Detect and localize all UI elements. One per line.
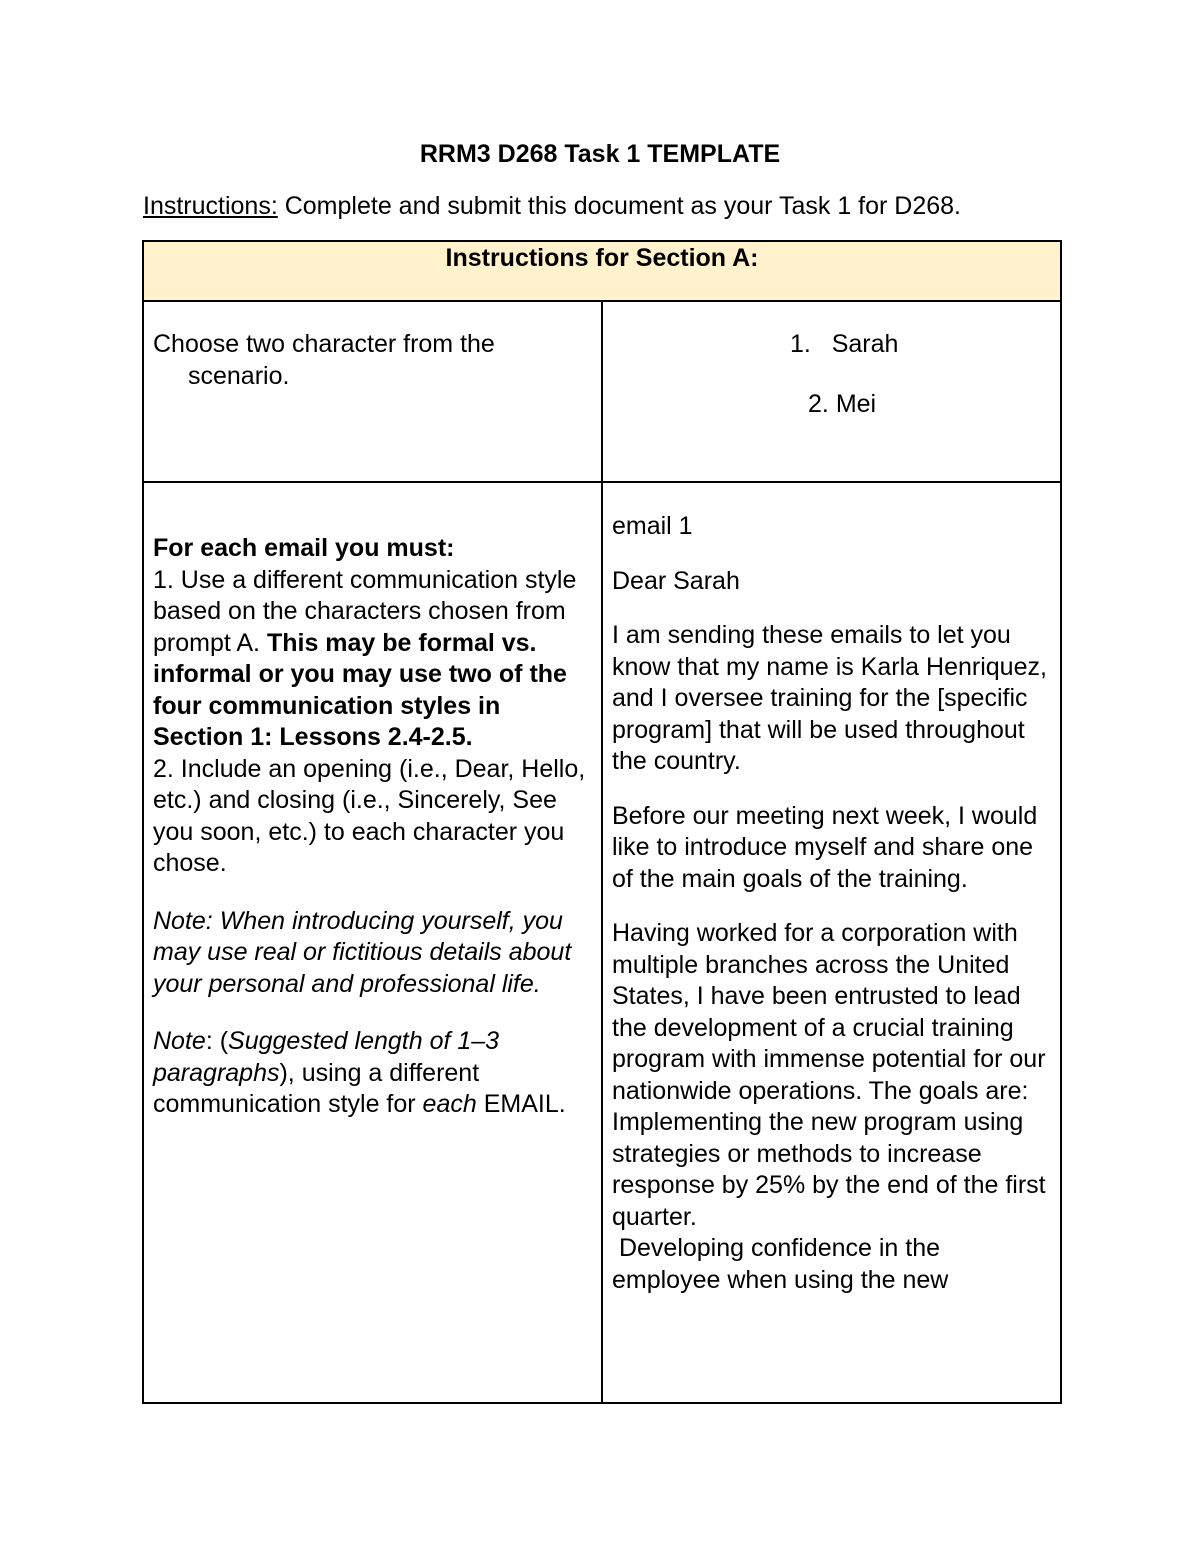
page-title: RRM3 D268 Task 1 TEMPLATE — [419, 140, 781, 168]
instructions-line — [143, 192, 961, 221]
note-suggested-length: Suggested length of 1–3 paragraphs — [153, 1027, 500, 1087]
note-introduction-text: Note: When introducing yourself, you may use real or fictitious details about your personal and professional life. — [153, 906, 572, 998]
character-item-1 — [790, 329, 898, 361]
email-paragraph-4: Implementing the new program using strategies or methods to increase response by 25% by the end of the first quarter. — [612, 1108, 1046, 1231]
requirement-1-bold: This may be formal vs. informal or you may use two of the four communication styles in Section 1: Lessons 2.4-2.5. — [153, 628, 567, 751]
requirement-1 — [153, 565, 593, 754]
section-a-header-text: Instructions for Section A: — [445, 244, 759, 272]
email-paragraph-3: Having worked for a corporation with multiple branches across the United States, I have been entrusted to lead the development of a crucial training program with immense potential for our nationwide operations. The goals are: — [612, 919, 1046, 1105]
note-label: Note — [153, 1027, 206, 1055]
email-greeting: Dear Sarah — [612, 566, 740, 595]
requirements-heading: For each email you must: — [153, 534, 455, 562]
character-name: Sarah — [831, 330, 899, 358]
choose-characters-text — [153, 329, 573, 392]
section-a-header — [142, 240, 1062, 302]
character-number: 2. — [808, 390, 829, 418]
choose-line-2: scenario. — [188, 361, 290, 390]
instructions-text: Complete and submit this document as your Task 1 for D268. — [277, 192, 961, 220]
character-item-2 — [808, 389, 876, 421]
email-paragraph-2: Before our meeting next week, I would like to introduce myself and share one of the main goals of the training. — [612, 801, 1038, 893]
email-requirements — [153, 533, 593, 1121]
note-text: ), using a different communication style for — [153, 1058, 480, 1118]
note-each: each — [422, 1090, 477, 1118]
character-number: 1. — [790, 330, 811, 358]
requirement-2: 2. Include an opening (i.e., Dear, Hello, etc.) and closing (i.e., Sincerely, See you soon, etc.) to each character you chose. — [153, 754, 586, 877]
note-paren: : ( — [205, 1027, 229, 1055]
choose-line-1: Choose two character from the — [153, 330, 495, 358]
email-paragraph-5: Developing confidence in the employee when using the new — [612, 1234, 949, 1294]
requirement-1-text: 1. Use a different communication style based on the characters chosen from prompt A. — [153, 565, 577, 657]
note-length — [153, 1026, 593, 1121]
email-1-draft — [612, 511, 1052, 1401]
character-name: Mei — [835, 390, 877, 418]
note-introduction — [153, 906, 593, 1001]
note-email: EMAIL. — [476, 1090, 566, 1118]
email-paragraph-1: I am sending these emails to let you know that my name is Karla Henriquez, and I oversee training for the [specific program] that will be used throughout the country. — [612, 621, 1047, 775]
instructions-label: Instructions: — [143, 192, 278, 220]
email-label: email 1 — [612, 512, 693, 540]
